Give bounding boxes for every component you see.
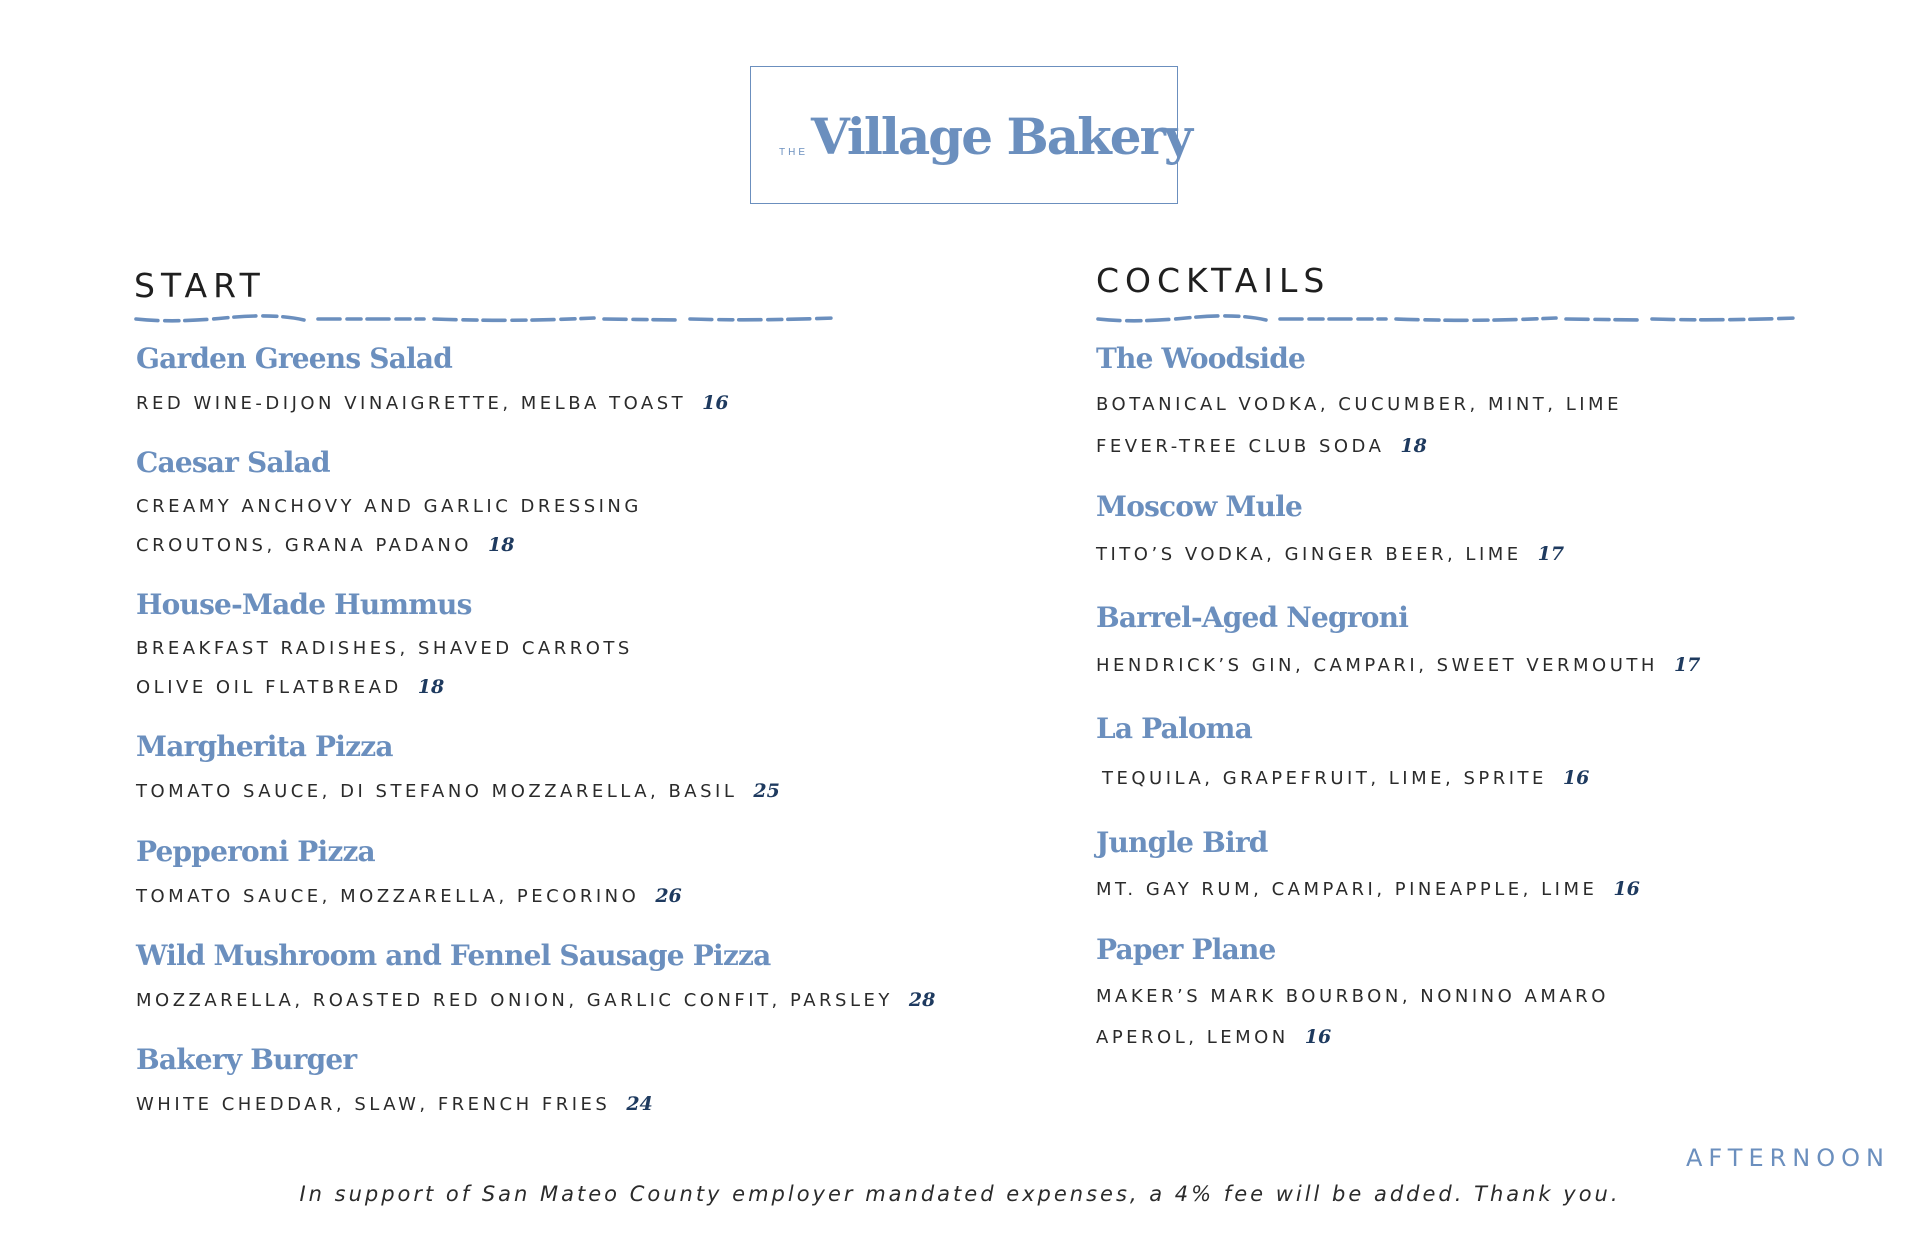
menu-item-price: 16 (1562, 767, 1590, 789)
menu-item-price: 17 (1673, 654, 1701, 676)
menu-item-price: 16 (1304, 1026, 1332, 1048)
menu-item-price: 26 (655, 885, 682, 907)
menu-item-description: WHITE CHEDDAR, SLAW, FRENCH FRIES 24 (136, 1093, 653, 1115)
menu-item-name: The Woodside (1096, 342, 1306, 375)
start-heading: START (134, 266, 266, 305)
menu-item-description: TOMATO SAUCE, MOZZARELLA, PECORINO 26 (136, 885, 682, 907)
menu-item-name: Jungle Bird (1096, 826, 1268, 859)
logo-name: Village Bakery (811, 107, 1191, 166)
cocktails-heading: COCKTAILS (1096, 261, 1331, 300)
menu-item-price: 18 (417, 676, 445, 698)
menu-item-name: Bakery Burger (136, 1043, 357, 1076)
menu-item-price: 28 (908, 989, 936, 1011)
menu-item-name: Caesar Salad (136, 446, 330, 479)
logo-box (750, 66, 1191, 204)
menu-item-description: APEROL, LEMON 16 (1096, 1026, 1332, 1048)
menu-item-price: 17 (1537, 543, 1565, 565)
menu-item-name: Wild Mushroom and Fennel Sausage Pizza (136, 939, 771, 972)
menu-item-description: MAKER’S MARK BOURBON, NONINO AMARO (1096, 986, 1609, 1007)
menu-item-description: MT. GAY RUM, CAMPARI, PINEAPPLE, LIME 16 (1096, 878, 1640, 900)
menu-item-price: 24 (626, 1093, 653, 1115)
menu-item-description: OLIVE OIL FLATBREAD 18 (136, 676, 445, 698)
menu-item-price: 18 (487, 534, 515, 556)
menu-item-price: 16 (702, 392, 729, 414)
menu-item-description: TEQUILA, GRAPEFRUIT, LIME, SPRITE 16 (1102, 767, 1590, 789)
menu-item-name: Garden Greens Salad (136, 342, 452, 375)
menu-item-description: HENDRICK’S GIN, CAMPARI, SWEET VERMOUTH 17 (1096, 654, 1701, 676)
menu-item-description: CREAMY ANCHOVY AND GARLIC DRESSING (136, 496, 642, 517)
menu-item-price: 16 (1613, 878, 1640, 900)
menu-item-price: 25 (753, 780, 780, 802)
menu-item-description: BOTANICAL VODKA, CUCUMBER, MINT, LIME (1096, 394, 1622, 415)
menu-item-price: 18 (1400, 435, 1427, 457)
menu-item-description: FEVER-TREE CLUB SODA 18 (1096, 435, 1427, 457)
menu-item-name: La Paloma (1096, 712, 1252, 745)
menu-item-name: House-Made Hummus (136, 588, 472, 621)
service-period-label: AFTERNOON (1686, 1144, 1890, 1172)
menu-item-name: Barrel-Aged Negroni (1096, 601, 1409, 634)
menu-item-description: RED WINE-DIJON VINAIGRETTE, MELBA TOAST 16 (136, 392, 729, 414)
fee-notice: In support of San Mateo County employer mandated expenses, a 4% fee will be added. Thank you. (299, 1182, 1621, 1206)
menu-item-description: TOMATO SAUCE, DI STEFANO MOZZARELLA, BASIL 25 (136, 780, 780, 802)
menu-item-name: Moscow Mule (1096, 490, 1303, 523)
start-divider (134, 312, 838, 326)
cocktails-divider (1096, 312, 1800, 326)
menu-item-description: MOZZARELLA, ROASTED RED ONION, GARLIC CONFIT, PARSLEY 28 (136, 989, 936, 1011)
menu-item-name: Margherita Pizza (136, 730, 393, 763)
menu-item-name: Pepperoni Pizza (136, 835, 375, 868)
menu-item-description: TITO’S VODKA, GINGER BEER, LIME 17 (1096, 543, 1565, 565)
menu-item-description: CROUTONS, GRANA PADANO 18 (136, 534, 515, 556)
menu-item-name: Paper Plane (1096, 933, 1276, 966)
logo-the-text: THE (779, 147, 808, 158)
menu-item-description: BREAKFAST RADISHES, SHAVED CARROTS (136, 638, 633, 659)
